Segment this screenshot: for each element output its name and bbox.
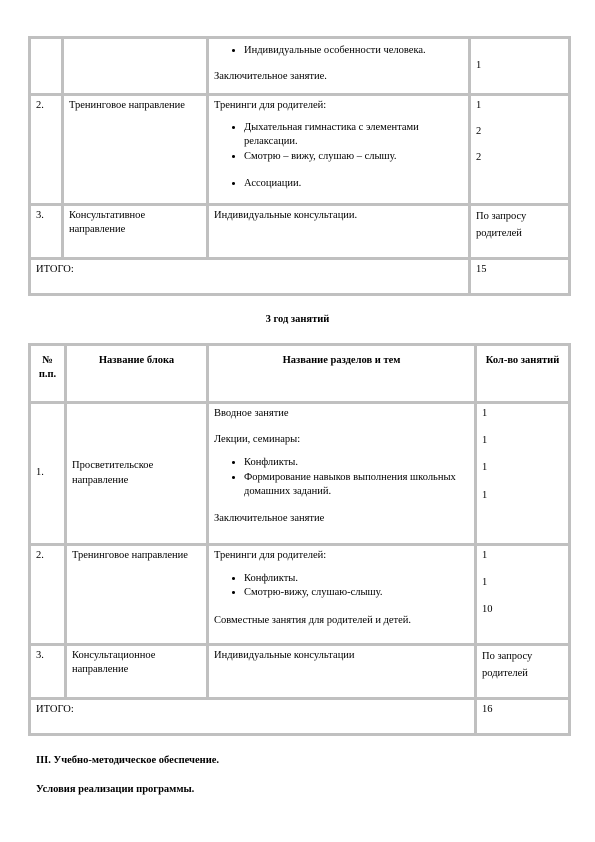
row-number-cell: 1. <box>30 403 66 545</box>
topic-bullet: • Смотрю – вижу, слушаю – слышу. <box>244 150 463 164</box>
count-value: 1 <box>482 489 488 501</box>
topic-text: Совместные занятия для родителей и детей. <box>214 614 412 626</box>
count-cell <box>476 545 570 645</box>
header-topics: Название разделов и тем <box>208 345 476 403</box>
table-row <box>30 95 570 205</box>
topic-text: Тренинги для родителей: <box>214 100 327 111</box>
section-subtitle: Условия реализации программы. <box>36 784 195 795</box>
topics-cell <box>208 38 470 95</box>
topics-cell <box>208 545 476 645</box>
table-row <box>30 205 570 259</box>
header-block: Название блока <box>66 345 208 403</box>
program-table-year3 <box>28 343 571 736</box>
topic-text: Заключительное занятие <box>214 512 325 524</box>
count-cell: По запросу родителей <box>476 645 570 699</box>
header-number: № п.п. <box>30 345 66 403</box>
block-name-cell <box>63 38 208 95</box>
count-value: 2 <box>476 152 482 164</box>
row-number-cell: 3. <box>30 645 66 699</box>
count-value: 2 <box>476 126 482 138</box>
count-value: 1 <box>482 408 488 419</box>
topics-cell: Индивидуальные консультации <box>208 645 476 699</box>
count-value: 1 <box>482 550 488 561</box>
block-name-cell: Тренинговое направление <box>66 545 208 645</box>
topics-cell: Индивидуальные консультации. <box>208 205 470 259</box>
row-number-cell <box>30 38 63 95</box>
topic-bullet: • Дыхательная гимнастика с элементами релаксации. <box>244 121 463 149</box>
block-name-cell: Консультативное направление <box>63 205 208 259</box>
section-title: III. Учебно-методическое обеспечение. <box>36 755 220 766</box>
header-count: Кол-во занятий <box>476 345 570 403</box>
count-value: 1 <box>482 577 488 589</box>
topic-text: Заключительное занятие. <box>214 71 327 83</box>
count-cell: 1 <box>470 38 570 95</box>
total-value: 16 <box>476 699 570 735</box>
topics-cell <box>208 95 470 205</box>
topic-text: Лекции, семинары: <box>214 434 301 446</box>
table-row <box>30 403 570 545</box>
total-label: ИТОГО: <box>30 259 470 295</box>
count-value: 1 <box>482 462 488 474</box>
count-value: 10 <box>482 604 493 616</box>
topic-bullet: • Смотрю-вижу, слушаю-слышу. <box>244 586 469 600</box>
topic-bullet: • Конфликты. <box>244 456 469 470</box>
topic-bullet: • Индивидуальные особенности человека. <box>244 44 463 58</box>
topic-bullet: • Конфликты. <box>244 572 469 586</box>
count-cell: По запросу родителей <box>470 205 570 259</box>
topic-text: Тренинги для родителей: <box>214 550 327 561</box>
header-row <box>30 345 570 403</box>
count-cell <box>476 403 570 545</box>
total-row <box>30 699 570 735</box>
row-number-cell: 3. <box>30 205 63 259</box>
block-name-cell: Консультационное направление <box>66 645 208 699</box>
total-label: ИТОГО: <box>30 699 476 735</box>
topic-text: Вводное занятие <box>214 408 289 419</box>
count-cell <box>470 95 570 205</box>
count-value: 1 <box>482 435 488 447</box>
table-row <box>30 545 570 645</box>
total-value: 15 <box>470 259 570 295</box>
table-row <box>30 38 570 95</box>
count-value: 1 <box>476 100 482 111</box>
topic-bullet: • Формирование навыков выполнения школьных домашних заданий. <box>244 471 469 499</box>
table-row <box>30 645 570 699</box>
block-name-cell: Просветительское направление <box>66 403 208 545</box>
topic-bullet: • Ассоциации. <box>244 177 463 191</box>
topics-cell <box>208 403 476 545</box>
row-number-cell: 2. <box>30 95 63 205</box>
total-row <box>30 259 570 295</box>
row-number-cell: 2. <box>30 545 66 645</box>
program-table-year2-continued <box>28 36 571 296</box>
block-name-cell: Тренинговое направление <box>63 95 208 205</box>
year-heading: 3 год занятий <box>265 314 330 325</box>
